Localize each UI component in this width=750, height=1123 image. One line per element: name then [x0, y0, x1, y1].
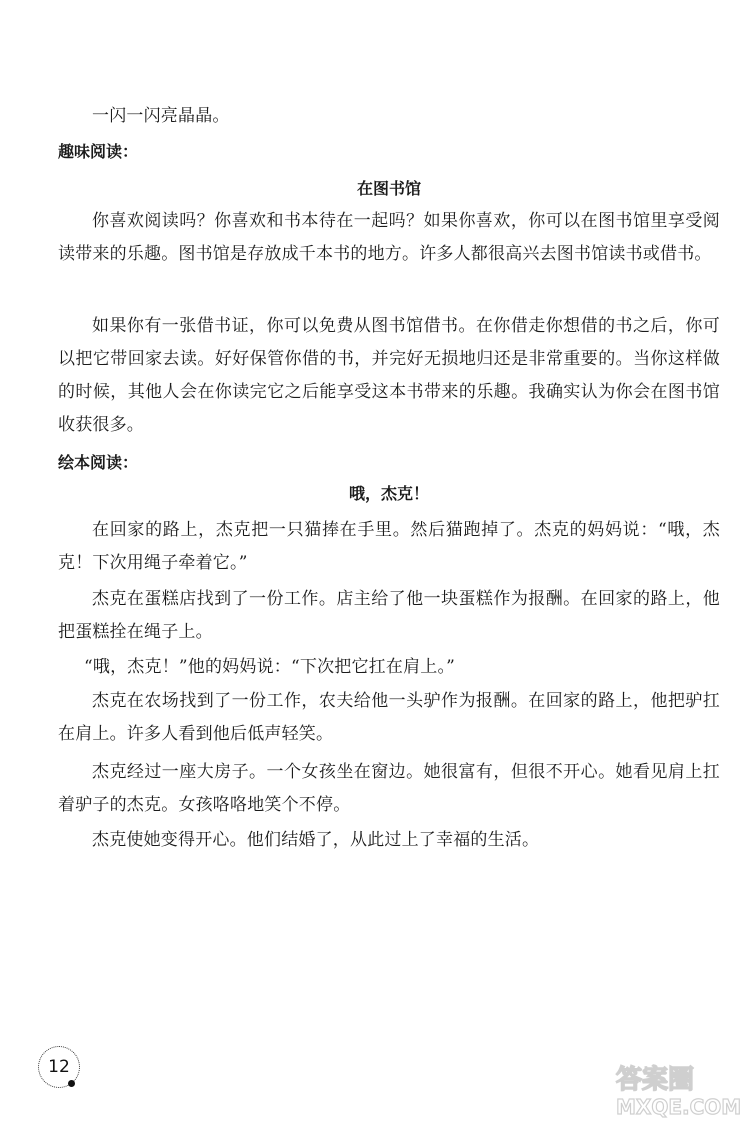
story-title-library: 在图书馆 [356, 179, 421, 198]
jack-paragraph-2: 杰克在蛋糕店找到了一份工作。店主给了他一块蛋糕作为报酬。在回家的路上，他把蛋糕拴在绳子上。 [58, 589, 720, 642]
library-paragraph-2: 如果你有一张借书证，你可以免费从图书馆借书。在你借走你想借的书之后，你可以把它带回家去读。好好保管你借的书，并完好无损地归还是非常重要的。当你这样做的时候，其他人会在你读完它之后能享受这本书带来的乐趣。我确实认为你会在图书馆收获很多。 [58, 316, 720, 435]
svg-text:MXQE.COM: MXQE.COM [616, 1095, 742, 1118]
page-number: 12 [48, 1057, 70, 1077]
svg-text:答案圈: 答案圈 [616, 1065, 695, 1095]
page-number-dot [68, 1080, 75, 1087]
section-heading-fun-reading: 趣味阅读： [58, 142, 139, 161]
story-title-oh-jack: 哦，杰克！ [348, 484, 429, 503]
continued-line: 一闪一闪亮晶晶。 [92, 106, 230, 126]
jack-paragraph-6: 杰克使她变得开心。他们结婚了，从此过上了幸福的生活。 [92, 830, 540, 850]
section-heading-picture-book: 绘本阅读： [58, 453, 139, 472]
jack-paragraph-3: “哦，杰克！”他的妈妈说：“下次把它扛在肩上。” [84, 657, 456, 677]
jack-paragraph-1: 在回家的路上，杰克把一只猫捧在手里。然后猫跑掉了。杰克的妈妈说：“哦，杰克！下次用绳子牵着它。” [58, 520, 720, 573]
jack-paragraph-5: 杰克经过一座大房子。一个女孩坐在窗边。她很富有，但很不开心。她看见肩上扛着驴子的杰克。女孩咯咯地笑个不停。 [58, 762, 720, 815]
library-paragraph-1: 你喜欢阅读吗？你喜欢和书本待在一起吗？如果你喜欢，你可以在图书馆里享受阅读带来的乐趣。图书馆是存放成千本书的地方。许多人都很高兴去图书馆读书或借书。 [58, 211, 720, 264]
jack-paragraph-4: 杰克在农场找到了一份工作，农夫给他一头驴作为报酬。在回家的路上，他把驴扛在肩上。许多人看到他后低声轻笑。 [58, 691, 720, 744]
watermark-logo [612, 1058, 744, 1118]
